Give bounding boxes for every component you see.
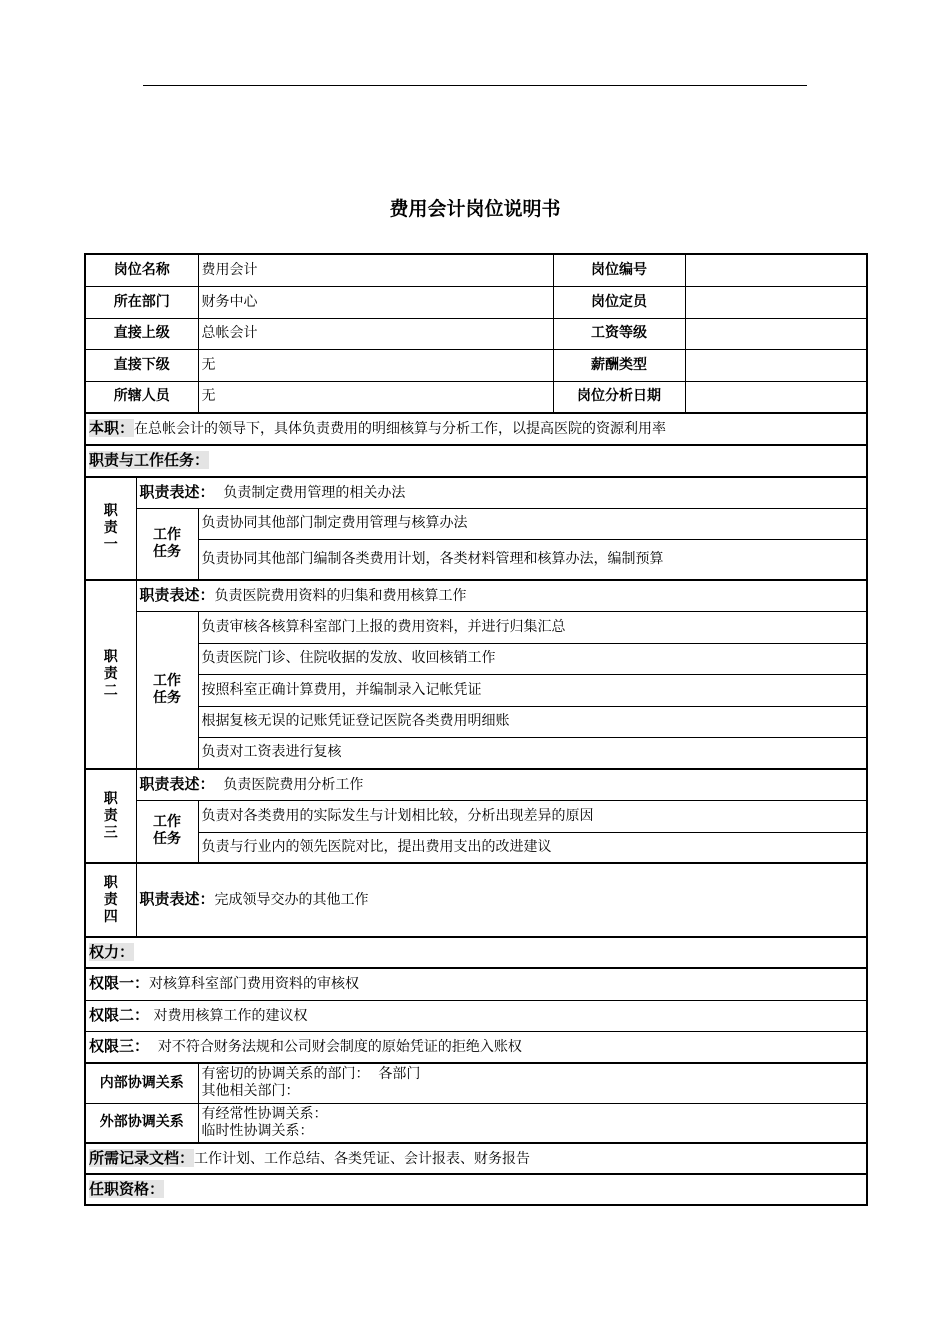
- duties-header: 职责与工作任务：: [89, 451, 210, 469]
- qualification-cell: [85, 1174, 867, 1205]
- duty-2-task-3: 按照科室正确计算费用，并编制录入记帐凭证: [198, 674, 867, 706]
- pay-type-label: 薪酬类型: [553, 349, 685, 381]
- superior-value: 总帐会计: [198, 318, 553, 349]
- row-internal-coordination: [85, 1063, 867, 1103]
- row-department: [85, 286, 867, 318]
- duty-2-task-2: 负责医院门诊、住院收据的发放、收回核销工作: [198, 643, 867, 674]
- row-role: [85, 413, 867, 445]
- qualification-label: 任职资格：: [89, 1179, 165, 1198]
- pay-type-value[interactable]: [685, 349, 867, 381]
- duty-1-task-label: 工作 任务: [136, 508, 198, 580]
- authority-3: 权限三： 对不符合财务法规和公司财会制度的原始凭证的拒绝入账权: [85, 1031, 867, 1063]
- staffing-label: 岗位定员: [553, 286, 685, 318]
- duty-3-task-row: [85, 832, 867, 863]
- post-code-value[interactable]: [685, 254, 867, 286]
- external-coordination-value: 有经常性协调关系： 临时性协调关系：: [198, 1103, 867, 1143]
- records-label: 所需记录文档：: [89, 1148, 195, 1167]
- duty-3-task-row: [85, 800, 867, 832]
- authority-header: 权力：: [89, 942, 135, 961]
- authority-row: [85, 1000, 867, 1031]
- managed-label: 所辖人员: [85, 381, 198, 413]
- duty-2-task-1: 负责审核各核算科室部门上报的费用资料，并进行归集汇总: [198, 611, 867, 643]
- duty-2-task-row: [85, 706, 867, 737]
- document-title: 费用会计岗位说明书: [389, 198, 561, 220]
- row-qualification: [85, 1174, 867, 1205]
- analysis-date-value[interactable]: [685, 381, 867, 413]
- duty-3-task-2: 负责与行业内的领先医院对比，提出费用支出的改进建议: [198, 832, 867, 863]
- duty-4-statement: 职责表述：完成领导交办的其他工作: [136, 863, 867, 937]
- internal-coordination-label: 内部协调关系: [85, 1063, 198, 1103]
- staffing-value[interactable]: [685, 286, 867, 318]
- salary-grade-label: 工资等级: [553, 318, 685, 349]
- row-superior: [85, 318, 867, 349]
- row-authority-header: [85, 937, 867, 968]
- job-description-table: [84, 253, 868, 1206]
- subordinate-value: 无: [198, 349, 553, 381]
- duty-2-task-row: [85, 737, 867, 769]
- authority-2: 权限二： 对费用核算工作的建议权: [85, 1000, 867, 1031]
- duty-3-task-label: 工作 任务: [136, 800, 198, 863]
- duty-3-statement-row: [85, 769, 867, 800]
- duty-2-statement-row: [85, 580, 867, 611]
- duty-2-task-row: [85, 611, 867, 643]
- subordinate-label: 直接下级: [85, 349, 198, 381]
- internal-coordination-value: 有密切的协调关系的部门： 各部门 其他相关部门：: [198, 1063, 867, 1103]
- analysis-date-label: 岗位分析日期: [553, 381, 685, 413]
- authority-header-cell: [85, 937, 867, 968]
- role-cell: [85, 413, 867, 445]
- duty-1-statement: 职责表述： 负责制定费用管理的相关办法: [136, 477, 867, 508]
- row-managed: [85, 381, 867, 413]
- duty-2-task-row: [85, 674, 867, 706]
- duty-2-name: 职 责 二: [85, 580, 136, 769]
- authority-1: 权限一：对核算科室部门费用资料的审核权: [85, 968, 867, 1000]
- department-label: 所在部门: [85, 286, 198, 318]
- duty-2-statement: 职责表述：负责医院费用资料的归集和费用核算工作: [136, 580, 867, 611]
- records-cell: [85, 1143, 867, 1174]
- duty-2-task-label: 工作 任务: [136, 611, 198, 769]
- superior-label: 直接上级: [85, 318, 198, 349]
- row-external-coordination: [85, 1103, 867, 1143]
- duty-2-task-5: 负责对工资表进行复核: [198, 737, 867, 769]
- department-value: 财务中心: [198, 286, 553, 318]
- duty-1-task-row: [85, 508, 867, 539]
- duty-1-task-row: [85, 539, 867, 580]
- role-text: 在总帐会计的领导下，具体负责费用的明细核算与分析工作，以提高医院的资源利用率: [134, 421, 667, 437]
- salary-grade-value[interactable]: [685, 318, 867, 349]
- duty-4-name: 职 责 四: [85, 863, 136, 937]
- duty-3-task-1: 负责对各类费用的实际发生与计划相比较，分析出现差异的原因: [198, 800, 867, 832]
- row-records: [85, 1143, 867, 1174]
- duty-1-task-1: 负责协同其他部门制定费用管理与核算办法: [198, 508, 867, 539]
- duty-3-statement: 职责表述： 负责医院费用分析工作: [136, 769, 867, 800]
- external-coordination-label: 外部协调关系: [85, 1103, 198, 1143]
- post-name-label: 岗位名称: [85, 254, 198, 286]
- duty-1-task-2: 负责协同其他部门编制各类费用计划，各类材料管理和核算办法，编制预算: [198, 539, 867, 580]
- header-rule: [143, 85, 807, 86]
- duty-1-statement-row: [85, 477, 867, 508]
- post-code-label: 岗位编号: [553, 254, 685, 286]
- row-subordinate: [85, 349, 867, 381]
- role-label: 本职：: [89, 419, 135, 437]
- duty-1-name: 职 责 一: [85, 477, 136, 580]
- managed-value: 无: [198, 381, 553, 413]
- duties-header-cell: [85, 445, 867, 477]
- duty-4-statement-row: [85, 863, 867, 937]
- duty-3-name: 职 责 三: [85, 769, 136, 863]
- duty-2-task-row: [85, 643, 867, 674]
- post-name-value: 费用会计: [198, 254, 553, 286]
- row-duties-header: [85, 445, 867, 477]
- records-text: 工作计划、工作总结、各类凭证、会计报表、财务报告: [194, 1150, 531, 1167]
- row-post-name: [85, 254, 867, 286]
- authority-row: [85, 1031, 867, 1063]
- authority-row: [85, 968, 867, 1000]
- duty-2-task-4: 根据复核无误的记账凭证登记医院各类费用明细账: [198, 706, 867, 737]
